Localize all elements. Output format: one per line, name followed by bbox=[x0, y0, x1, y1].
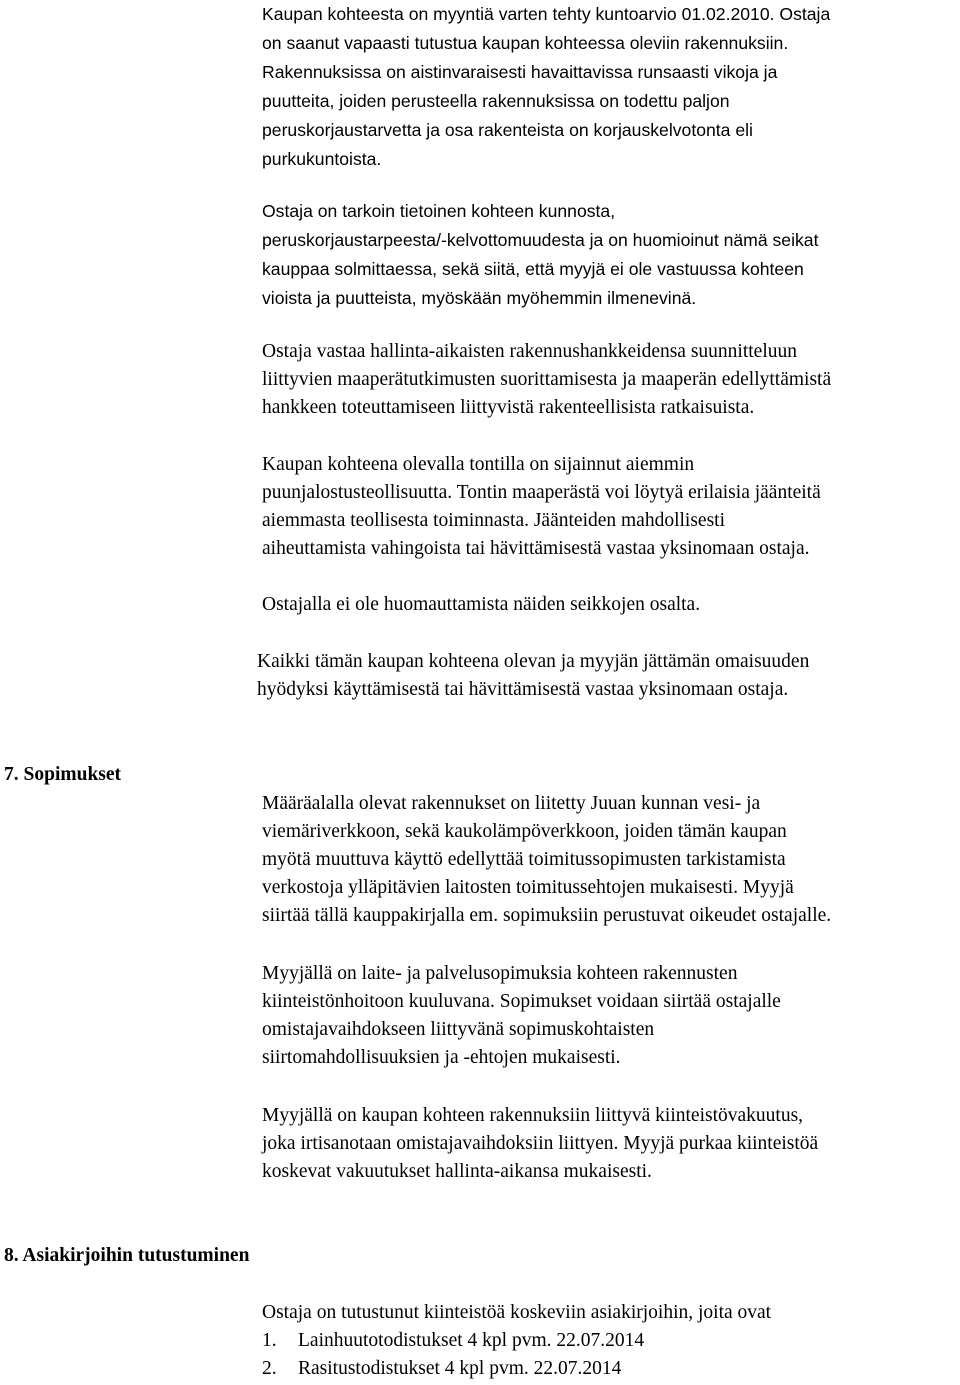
intro-line: on saanut vapaasti tutustua kaupan kohteessa oleviin rakennuksiin. bbox=[262, 33, 789, 53]
list-item-text: Rasitustodistukset 4 kpl pvm. 22.07.2014 bbox=[298, 1358, 622, 1379]
paragraph-line: Myyjällä on laite- ja palvelusopimuksia kohteen rakennusten bbox=[262, 963, 738, 984]
intro-line: Rakennuksissa on aistinvaraisesti havaittavissa runsaasti vikoja ja bbox=[262, 62, 778, 82]
paragraph-line: joka irtisanotaan omistajavaihdoksiin liittyen. Myyjä purkaa kiinteistöä bbox=[262, 1133, 819, 1154]
paragraph-line: verkostoja ylläpitävien laitosten toimitussehtojen mukaisesti. Myyjä bbox=[262, 877, 794, 898]
paragraph-line: myötä muuttuva käyttö edellyttää toimitussopimusten tarkistamista bbox=[262, 849, 786, 870]
paragraph-line: kiinteistönhoitoon kuuluvana. Sopimukset voidaan siirtää ostajalle bbox=[262, 991, 781, 1012]
list-item-number: 2. bbox=[262, 1358, 277, 1379]
paragraph-line: koskevat vakuutukset hallinta-aikansa mukaisesti. bbox=[262, 1161, 652, 1182]
paragraph-line: puunjalostusteollisuutta. Tontin maaperästä voi löytyä erilaisia jäänteitä bbox=[262, 482, 821, 503]
intro-line: Kaupan kohteesta on myyntiä varten tehty kuntoarvio 01.02.2010. Ostaja bbox=[262, 4, 831, 24]
intro-line: peruskorjaustarvetta ja osa rakenteista on korjauskelvotonta eli bbox=[262, 120, 753, 140]
paragraph-line: vioista ja puutteista, myöskään myöhemmin ilmenevinä. bbox=[262, 288, 697, 308]
paragraph-line: liittyvien maaperätutkimusten suorittamisesta ja maaperän edellyttämistä bbox=[262, 369, 832, 390]
paragraph-line: Myyjällä on kaupan kohteen rakennuksiin liittyvä kiinteistövakuutus, bbox=[262, 1105, 804, 1126]
section-heading: 8. Asiakirjoihin tutustuminen bbox=[4, 1245, 250, 1266]
intro-line: puutteita, joiden perusteella rakennuksissa on todettu paljon bbox=[262, 91, 730, 111]
paragraph-line: aiemmasta teollisesta toiminnasta. Jäänteiden mahdollisesti bbox=[262, 510, 726, 531]
list-item bbox=[262, 1357, 622, 1381]
paragraph-line: kauppaa solmittaessa, sekä siitä, että myyjä ei ole vastuussa kohteen bbox=[262, 259, 804, 279]
paragraph-line: omistajavaihdokseen liittyvänä sopimuskohtaisten bbox=[262, 1019, 655, 1040]
paragraph-line: siirtomahdollisuuksien ja -ehtojen mukaisesti. bbox=[262, 1047, 621, 1068]
paragraph-line: Kaikki tämän kaupan kohteena olevan ja myyjän jättämän omaisuuden bbox=[257, 651, 810, 672]
paragraph-line: aiheuttamista vahingoista tai hävittämisestä vastaa yksinomaan ostaja. bbox=[262, 538, 810, 559]
list-item-number: 1. bbox=[262, 1330, 277, 1351]
section-heading: 7. Sopimukset bbox=[4, 764, 122, 785]
list-item bbox=[262, 1329, 645, 1353]
paragraph-line: Kaupan kohteena olevalla tontilla on sijainnut aiemmin bbox=[262, 454, 695, 475]
paragraph-line: hankkeen toteuttamiseen liittyvistä rakenteellisista ratkaisuista. bbox=[262, 397, 755, 418]
list-item-text: Lainhuutotodistukset 4 kpl pvm. 22.07.2014 bbox=[298, 1330, 645, 1351]
paragraph-line: viemäriverkkoon, sekä kaukolämpöverkkoon, joiden tämän kaupan bbox=[262, 821, 787, 842]
paragraph-line: Ostaja on tarkoin tietoinen kohteen kunnosta, bbox=[262, 201, 616, 221]
paragraph-line: hyödyksi käyttämisestä tai hävittämisestä vastaa yksinomaan ostaja. bbox=[257, 679, 789, 700]
paragraph-line: Ostaja vastaa hallinta-aikaisten rakennushankkeidensa suunnitteluun bbox=[262, 341, 798, 362]
paragraph-line: siirtää tällä kauppakirjalla em. sopimuksiin perustuvat oikeudet ostajalle. bbox=[262, 905, 832, 926]
paragraph-line: Määräalalla olevat rakennukset on liitetty Juuan kunnan vesi- ja bbox=[262, 793, 761, 814]
paragraph-line: Ostajalla ei ole huomauttamista näiden seikkojen osalta. bbox=[262, 594, 701, 615]
intro-line: purkukuntoista. bbox=[262, 149, 382, 169]
paragraph-line: peruskorjaustarpeesta/-kelvottomuudesta ja on huomioinut nämä seikat bbox=[262, 230, 819, 250]
documents-intro: Ostaja on tutustunut kiinteistöä koskeviin asiakirjoihin, joita ovat bbox=[262, 1302, 772, 1323]
